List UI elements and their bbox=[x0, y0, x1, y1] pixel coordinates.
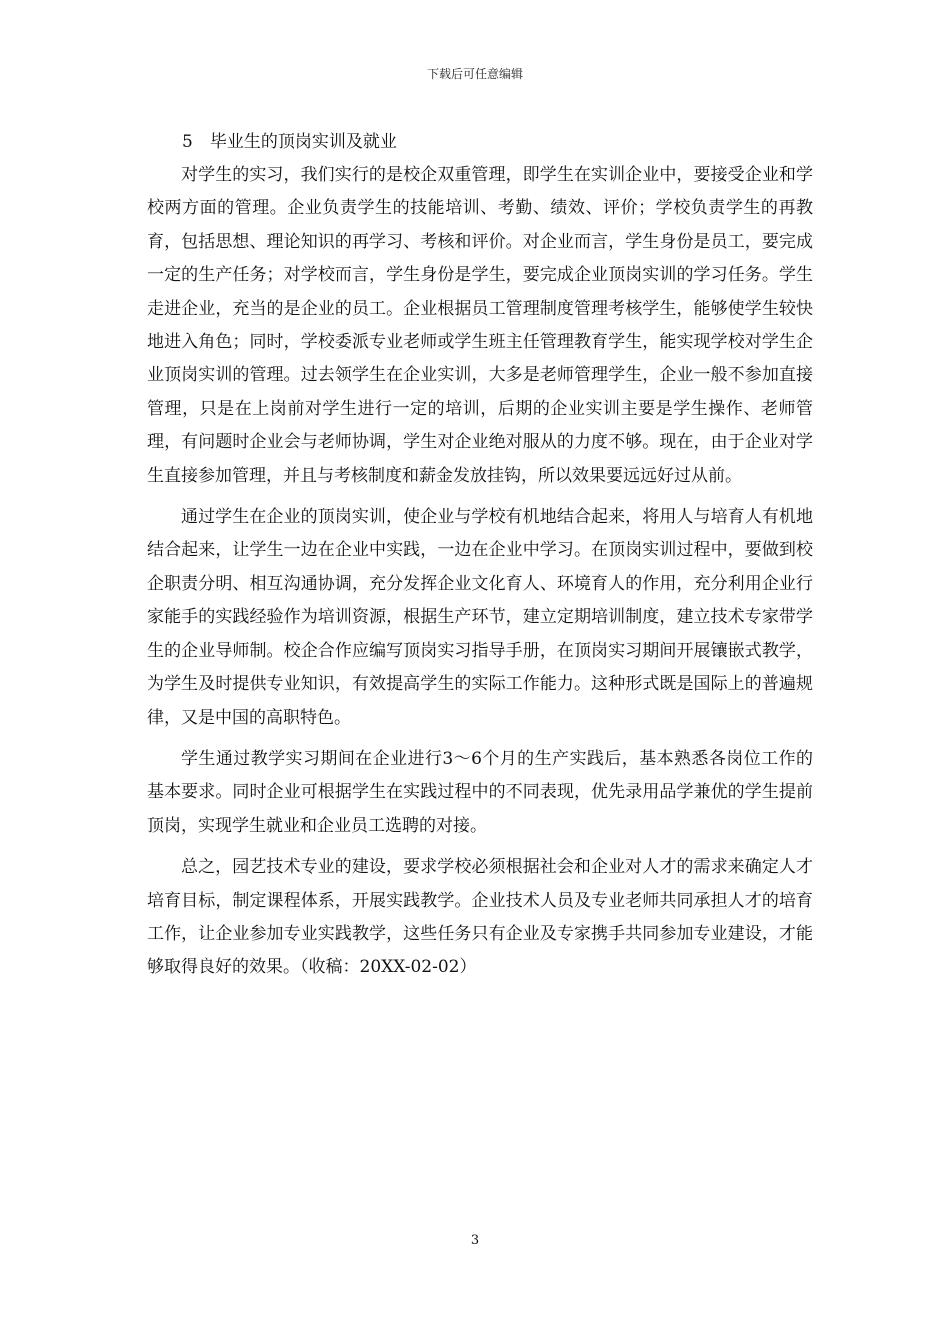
paragraph-1: 对学生的实习，我们实行的是校企双重管理，即学生在实训企业中，要接受企业和学校两方面的管理。企业负责学生的技能培训、考勤、绩效、评价；学校负责学生的再教育，包括思想、理论知识的再学习、考核和评价。对企业而言，学生身份是员工，要完成一定的生产任务；对学校而言，学生身份是学生，要完成企业顶岗实训的学习任务。学生走进企业，充当的是企业的员工。企业根据员工管理制度管理考核学生，能够使学生较快地进入角色；同时，学校委派专业老师或学生班主任管理教育学生，能实现学校对学生企业顶岗实训的管理。过去领学生在企业实训，大多是老师管理学生，企业一般不参加直接管理，只是在上岗前对学生进行一定的培训，后期的企业实训主要是学生操作、老师管理，有问题时企业会与老师协调，学生对企业绝对服从的力度不够。现在，由于企业对学生直接参加管理，并且与考核制度和薪金发放挂钩，所以效果要远远好过从前。 bbox=[147, 165, 813, 486]
section-heading: 5 毕业生的顶岗实训及就业 bbox=[182, 132, 397, 152]
page-number: 3 bbox=[470, 1233, 480, 1248]
paragraph-3: 学生通过教学实习期间在企业进行3～6个月的生产实践后，基本熟悉各岗位工作的基本要求。同时企业可根据学生在实践过程中的不同表现，优先录用品学兼优的学生提前顶岗，实现学生就业和企业员工选聘的对接。 bbox=[147, 748, 813, 836]
document-body bbox=[147, 126, 813, 985]
paragraph-4: 总之，园艺技术专业的建设，要求学校必须根据社会和企业对人才的需求来确定人才培育目标，制定课程体系，开展实践教学。企业技术人员及专业老师共同承担人才的培育工作，让企业参加专业实践教学，这些任务只有企业及专家携手共同参加专业建设，才能够取得良好的效果。（收稿：20XX-02-02） bbox=[147, 857, 813, 978]
header-note: 下载后可任意编辑 bbox=[426, 67, 523, 81]
paragraph-2: 通过学生在企业的顶岗实训，使企业与学校有机地结合起来，将用人与培育人有机地结合起来，让学生一边在企业中实践，一边在企业中学习。在顶岗实训过程中，要做到校企职责分明、相互沟通协调，充分发挥企业文化育人、环境育人的作用，充分利用企业行家能手的实践经验作为培训资源，根据生产环节，建立定期培训制度，建立技术专家带学生的企业导师制。校企合作应编写顶岗实习指导手册，在顶岗实习期间开展镶嵌式教学，为学生及时提供专业知识，有效提高学生的实际工作能力。这种形式既是国际上的普遍规律，又是中国的高职特色。 bbox=[147, 507, 813, 728]
